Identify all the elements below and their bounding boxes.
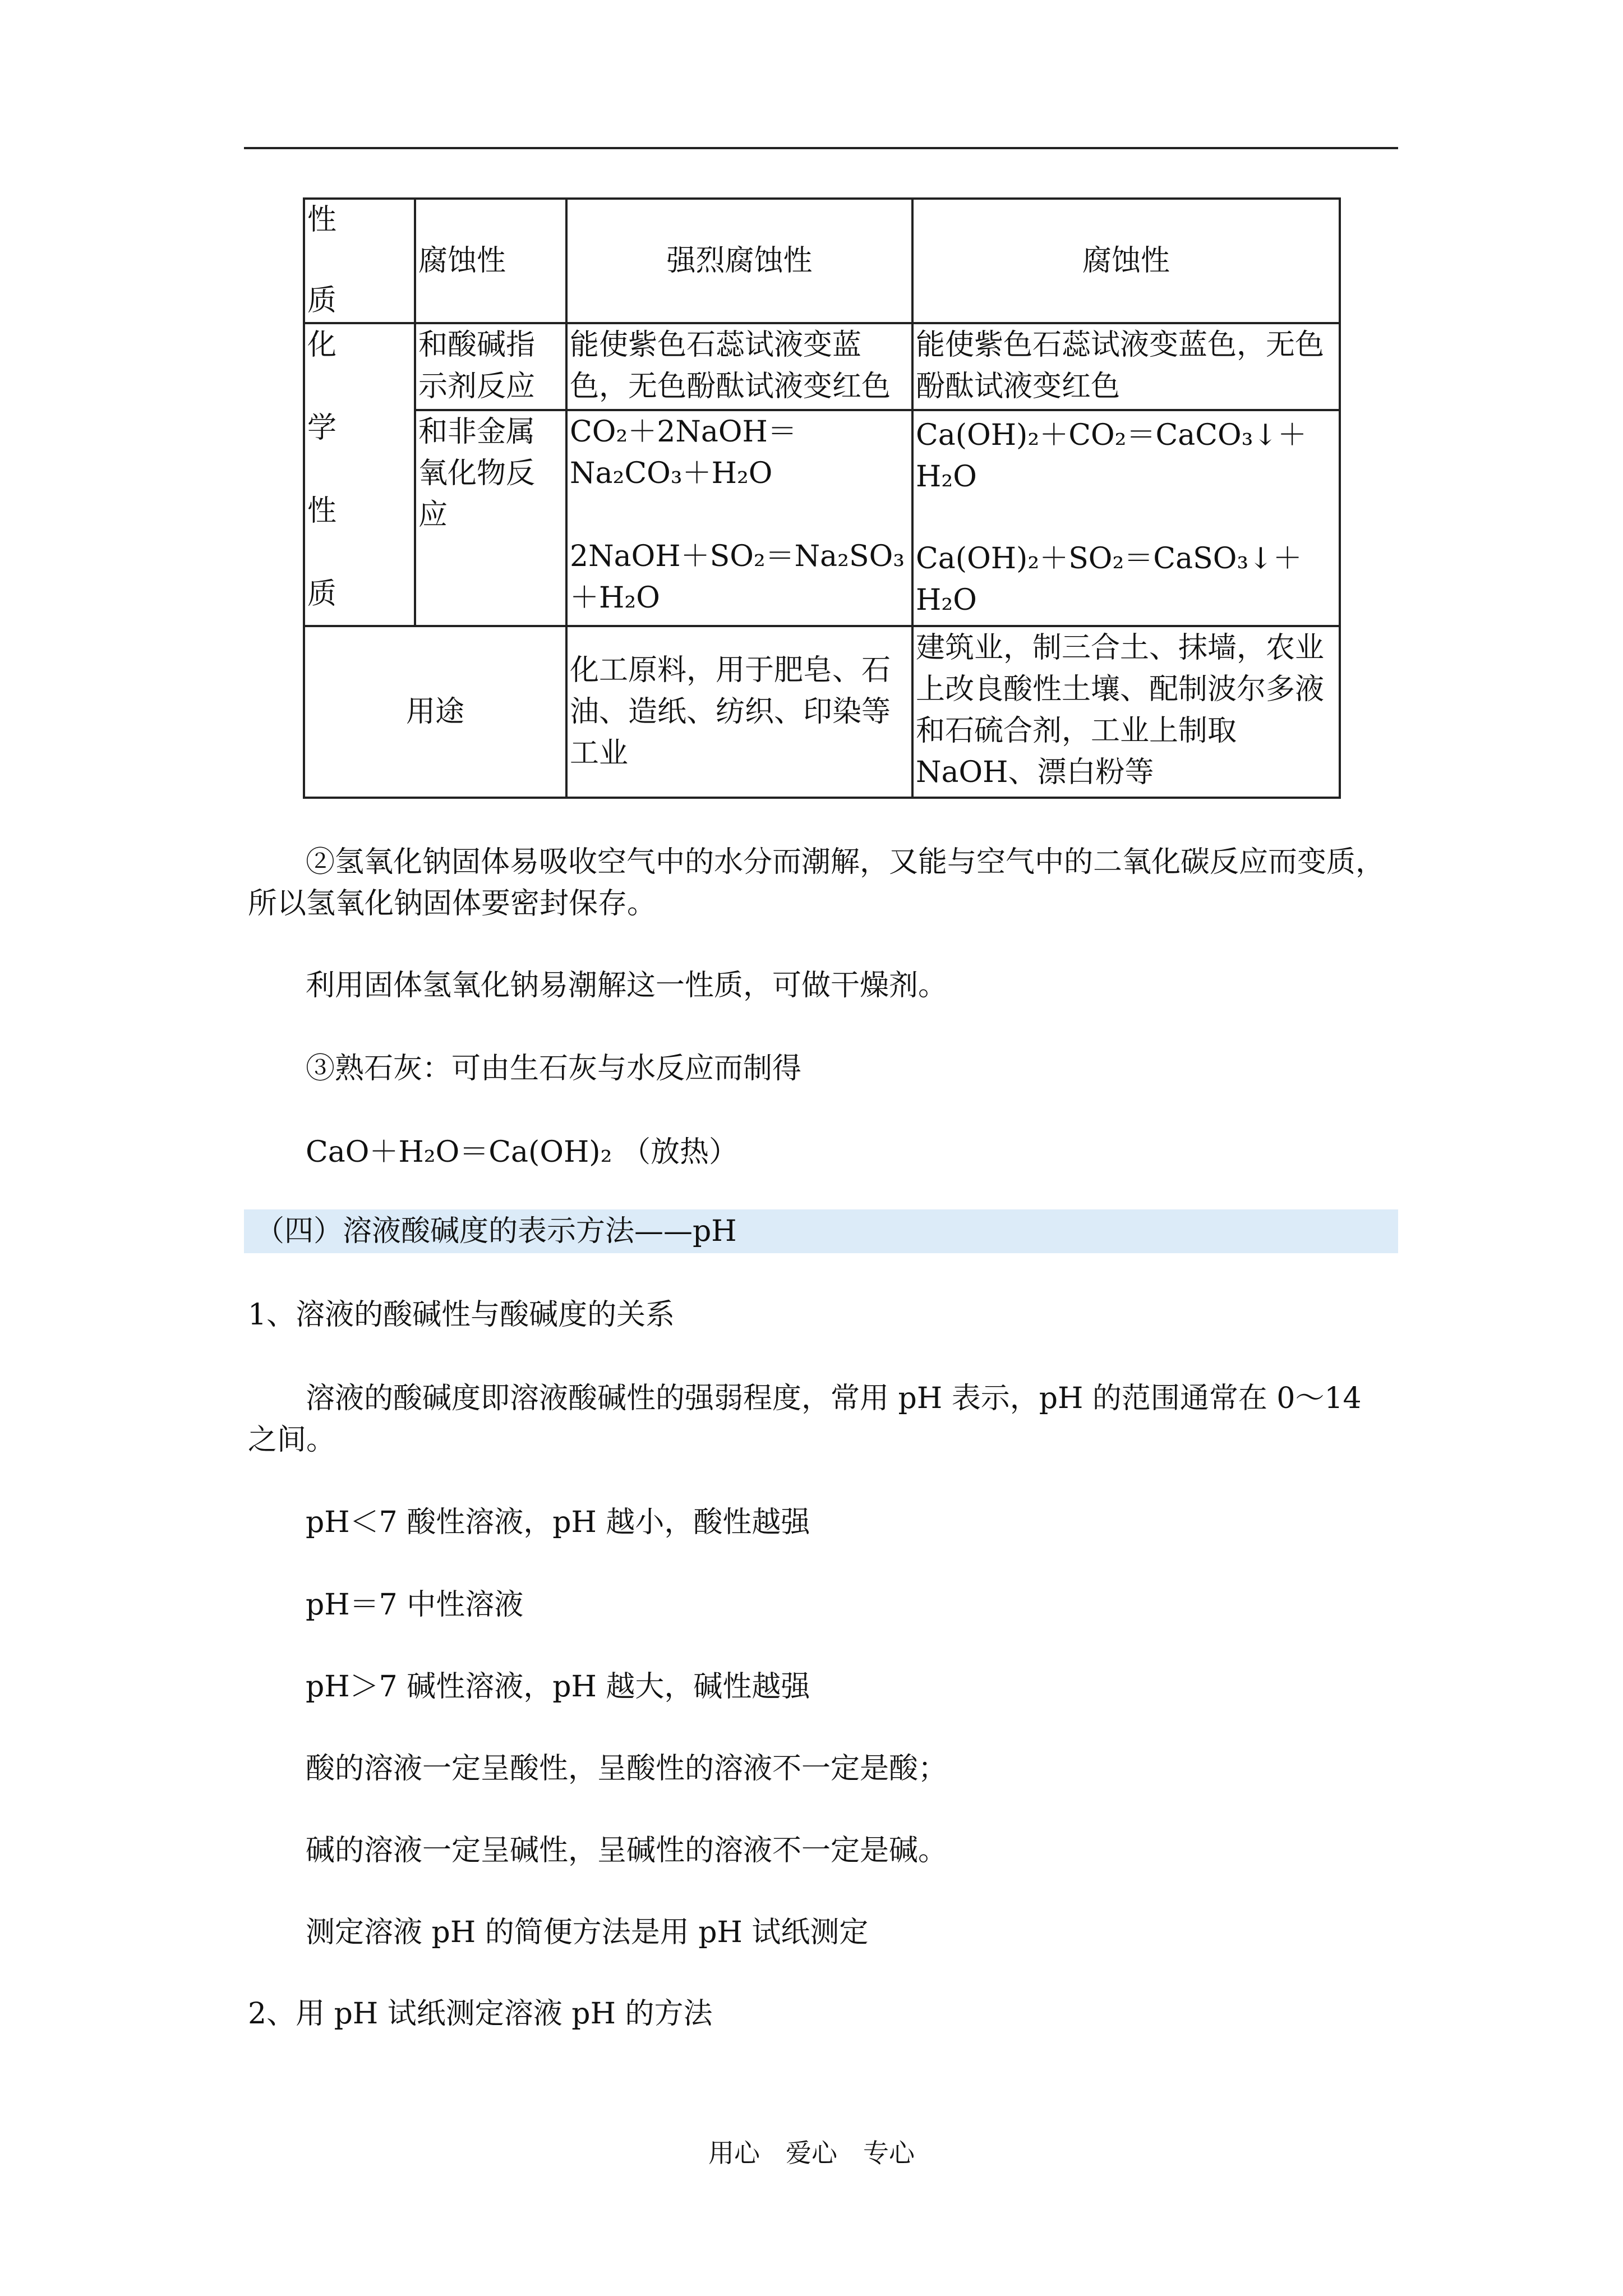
header-rule <box>244 147 1398 149</box>
cell-naoh-indicator: 能使紫色石蕊试液变蓝色，无色酚酞试液变红色 <box>566 323 912 410</box>
cell-caoh-nonmetal <box>912 410 1340 626</box>
paragraph-acid-note: 酸的溶液一定呈酸性，呈酸性的溶液不一定是酸； <box>306 1752 948 1786</box>
paragraph-acidic: pH＜7 酸性溶液，pH 越小，酸性越强 <box>306 1506 810 1539</box>
cell-caoh-indicator: 能使紫色石蕊试液变蓝色，无色酚酞试液变红色 <box>912 323 1340 410</box>
row-label-chemical: 化 学 性 质 <box>304 323 415 626</box>
cell-naoh-nonmetal <box>566 410 912 626</box>
cell-corrosive-label: 腐蚀性 <box>415 199 566 323</box>
table-row <box>304 626 1340 798</box>
table-row <box>304 323 1340 410</box>
cell-nonmetal-label: 和非金属氧化物反应 <box>415 410 566 626</box>
table-row <box>304 410 1340 626</box>
paragraph-desiccant: 利用固体氢氧化钠易潮解这一性质，可做干燥剂。 <box>306 969 948 1002</box>
paragraph-base-note: 碱的溶液一定呈碱性，呈碱性的溶液不一定是碱。 <box>306 1834 948 1867</box>
heading-2: 2、用 pH 试纸测定溶液 pH 的方法 <box>248 1997 713 2031</box>
paragraph-ph-method: 测定溶液 pH 的简便方法是用 pH 试纸测定 <box>306 1916 869 1949</box>
table-row <box>304 199 1340 323</box>
page-footer: 用心 爱心 专心 <box>708 2138 915 2168</box>
equation-caoh-co2: Ca(OH)₂＋CO₂＝CaCO₃↓＋H₂O <box>916 418 1307 494</box>
cell-caoh-corrosive: 腐蚀性 <box>912 199 1340 323</box>
paragraph-naoh-storage: ②氢氧化钠固体易吸收空气中的水分而潮解，又能与空气中的二氧化碳反应而变质，所以氢氧化钠固体要密封保存。 <box>248 845 1385 921</box>
property-table <box>303 197 1341 799</box>
equation-naoh-co2: CO₂＋2NaOH＝Na₂CO₃＋H₂O <box>570 415 797 490</box>
paragraph-ph-definition: 溶液的酸碱度即溶液酸碱性的强弱程度，常用 pH 表示，pH 的范围通常在 0～14 之间。 <box>248 1382 1362 1457</box>
section-heading: （四）溶液酸碱度的表示方法——pH <box>255 1214 737 1248</box>
paragraph-equation: CaO＋H₂O＝Ca(OH)₂ （放热） <box>306 1135 738 1169</box>
equation-caoh-so2: Ca(OH)₂＋SO₂＝CaSO₃↓＋H₂O <box>916 542 1302 617</box>
heading-1: 1、溶液的酸碱性与酸碱度的关系 <box>248 1298 675 1332</box>
cell-indicator-label: 和酸碱指示剂反应 <box>415 323 566 410</box>
paragraph-slaked-lime: ③熟石灰：可由生石灰与水反应而制得 <box>306 1052 802 1085</box>
paragraph-neutral: pH＝7 中性溶液 <box>306 1588 524 1622</box>
section-heading-bar <box>244 1209 1398 1253</box>
cell-use-label: 用途 <box>304 626 566 798</box>
row-label-property: 性 质 <box>304 199 415 323</box>
paragraph-basic: pH＞7 碱性溶液，pH 越大，碱性越强 <box>306 1670 810 1704</box>
equation-naoh-so2: 2NaOH＋SO₂＝Na₂SO₃＋H₂O <box>570 540 905 615</box>
cell-caoh-use: 建筑业，制三合土、抹墙，农业上改良酸性土壤、配制波尔多液和石硫合剂，工业上制取 NaOH、漂白粉等 <box>912 626 1340 798</box>
cell-naoh-corrosive: 强烈腐蚀性 <box>566 199 912 323</box>
cell-naoh-use: 化工原料，用于肥皂、石油、造纸、纺织、印染等工业 <box>566 626 912 798</box>
